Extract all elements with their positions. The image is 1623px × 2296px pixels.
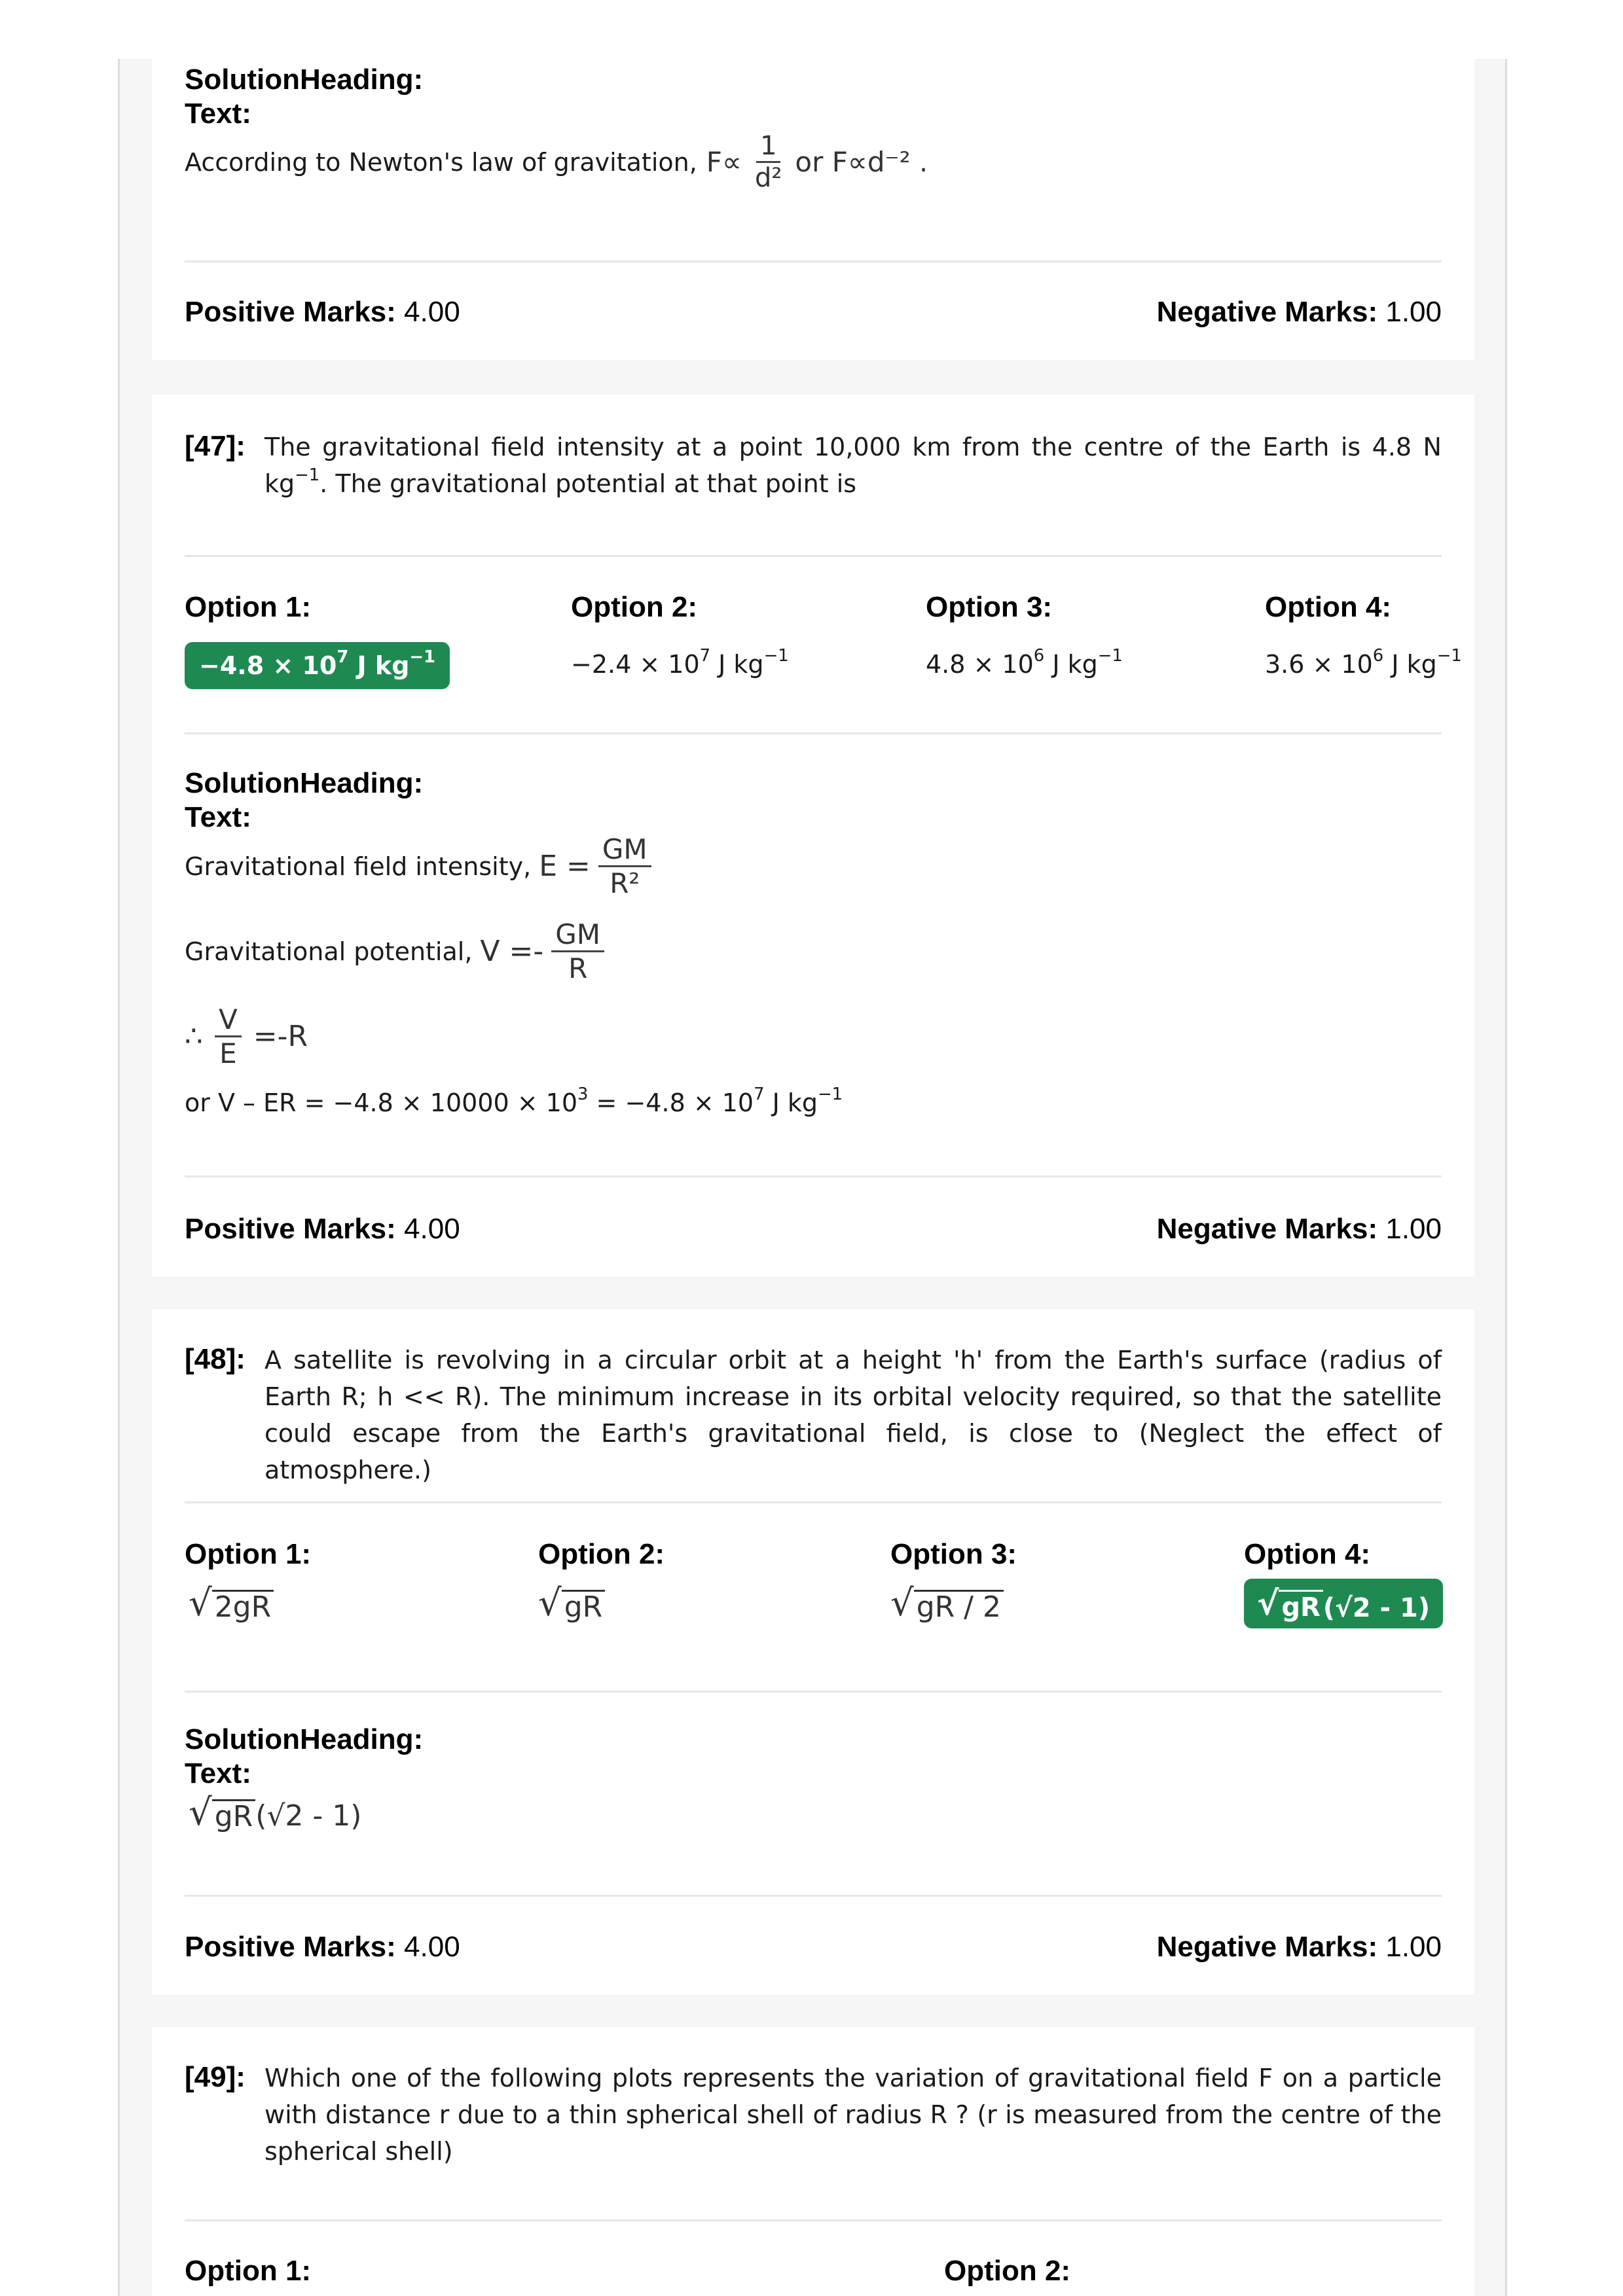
question-card-48 bbox=[152, 1309, 1474, 1995]
divider bbox=[185, 1501, 1442, 1503]
fraction: $\frac{GM}{\text{R²}}$ bbox=[598, 833, 651, 899]
option-1-label: Option 1: bbox=[185, 2255, 312, 2287]
question-row bbox=[185, 429, 1442, 502]
fraction: $\frac{GM}{R}$ bbox=[551, 918, 604, 984]
marks-row bbox=[185, 1213, 1442, 1246]
option-3-label: Option 3: bbox=[926, 591, 1053, 623]
option-3-value[interactable] bbox=[890, 1584, 1004, 1623]
solution-expression bbox=[189, 1793, 361, 1833]
question-text: Which one of the following plots represents the variation of gravitational field F on a particle with distance r due to a thin spherical shell of radius R ? (r is measured from the centre of the spherical shell) bbox=[264, 2064, 1442, 2166]
option-1-value[interactable] bbox=[189, 1584, 274, 1623]
sqrt-expression: √ gR (√2 - 1) bbox=[189, 1791, 362, 1834]
negative-marks: Negative Marks: 1.00 bbox=[1156, 1213, 1442, 1245]
sqrt-expression: √ gR (√2 - 1) bbox=[1257, 1585, 1431, 1623]
question-text: The gravitational field intensity at a point 10,000 km from the centre of the Earth is 4.8 N $kg^{-1}$. The gravitational potential at that point is bbox=[264, 433, 1442, 498]
question-row bbox=[185, 1342, 1442, 1488]
question-card-46-solution bbox=[152, 59, 1474, 360]
positive-marks: Positive Marks: 4.00 bbox=[185, 1213, 460, 1245]
solution-line-field: Gravitational field intensity, E = $\frac{GM}{\text{R²}}$ bbox=[185, 833, 651, 899]
option-4-label: Option 4: bbox=[1244, 1538, 1371, 1570]
solution-line-potential: Gravitational potential, V =- $\frac{GM}{R}$ bbox=[185, 918, 604, 984]
option-2-label: Option 2: bbox=[538, 1538, 665, 1570]
question-text: A satellite is revolving in a circular orbit at a height 'h' from the Earth's surface (radius of Earth R; h << R). The minimum increase in its orbital velocity required, so that the satellite could escape from the Earth's gravitational field, is close to (Neglect the effect of atmosphere.) bbox=[264, 1346, 1442, 1484]
option-2-label: Option 2: bbox=[571, 591, 698, 623]
solution-text: According to Newton's law of gravitation, F∝ $\frac{1}{\text{d²}}$ or F∝d⁻² . bbox=[185, 131, 928, 193]
divider bbox=[185, 1175, 1442, 1177]
negative-marks: Negative Marks: 1.00 bbox=[1156, 1931, 1442, 1963]
sqrt-expression: √ 2gR bbox=[189, 1584, 274, 1623]
question-number: [48]: bbox=[185, 1343, 246, 1375]
option-3-value[interactable]: $4.8 \times 10^6$ J $kg^{-1}$ bbox=[926, 645, 1123, 679]
solution-line-ratio: ∴ $\frac{V}{E}$ =-R bbox=[185, 1003, 308, 1069]
fraction: $\frac{V}{E}$ bbox=[215, 1003, 242, 1069]
negative-marks: Negative Marks: 1.00 bbox=[1156, 296, 1442, 328]
divider bbox=[185, 1691, 1442, 1693]
option-1-value[interactable]: $-4.8 \times 10^7$ J $kg^{-1}$ bbox=[185, 642, 450, 689]
option-3-label: Option 3: bbox=[890, 1538, 1017, 1570]
question-row bbox=[185, 2060, 1442, 2170]
question-number: [47]: bbox=[185, 430, 246, 462]
sqrt-expression: √ gR / 2 bbox=[890, 1584, 1004, 1623]
solution-heading: SolutionHeading: Text: bbox=[185, 63, 424, 130]
option-4-label: Option 4: bbox=[1265, 591, 1392, 623]
question-card-49 bbox=[152, 2027, 1474, 2296]
marks-row bbox=[185, 296, 1442, 329]
divider bbox=[185, 732, 1442, 734]
positive-marks: Positive Marks: 4.00 bbox=[185, 1931, 460, 1963]
option-2-value[interactable] bbox=[538, 1584, 605, 1623]
divider bbox=[185, 260, 1442, 262]
fraction: $\frac{1}{\text{d²}}$ bbox=[754, 131, 782, 193]
positive-marks: Positive Marks: 4.00 bbox=[185, 296, 460, 328]
option-1-label: Option 1: bbox=[185, 1538, 312, 1570]
sqrt-expression: √ gR bbox=[538, 1584, 605, 1623]
solution-heading: SolutionHeading: Text: bbox=[185, 1723, 424, 1789]
option-2-value[interactable]: $-2.4 \times 10^7$ J $kg^{-1}$ bbox=[571, 645, 789, 679]
option-4-value[interactable]: $3.6 \times 10^6$ J $kg^{-1}$ bbox=[1265, 645, 1462, 679]
solution-heading: SolutionHeading: Text: bbox=[185, 767, 424, 833]
divider bbox=[185, 2219, 1442, 2221]
solution-line-result: or V – ER = $-4.8 \times 10000 \times 10^3 = -4.8 \times 10^7$ J $kg^{-1}$ bbox=[185, 1084, 843, 1117]
question-card-47 bbox=[152, 395, 1474, 1277]
option-2-label: Option 2: bbox=[944, 2255, 1071, 2287]
option-1-label: Option 1: bbox=[185, 591, 312, 623]
option-4-value[interactable] bbox=[1244, 1579, 1443, 1628]
question-number: [49]: bbox=[185, 2061, 246, 2093]
marks-row bbox=[185, 1931, 1442, 1964]
divider bbox=[185, 555, 1442, 557]
divider bbox=[185, 1895, 1442, 1897]
